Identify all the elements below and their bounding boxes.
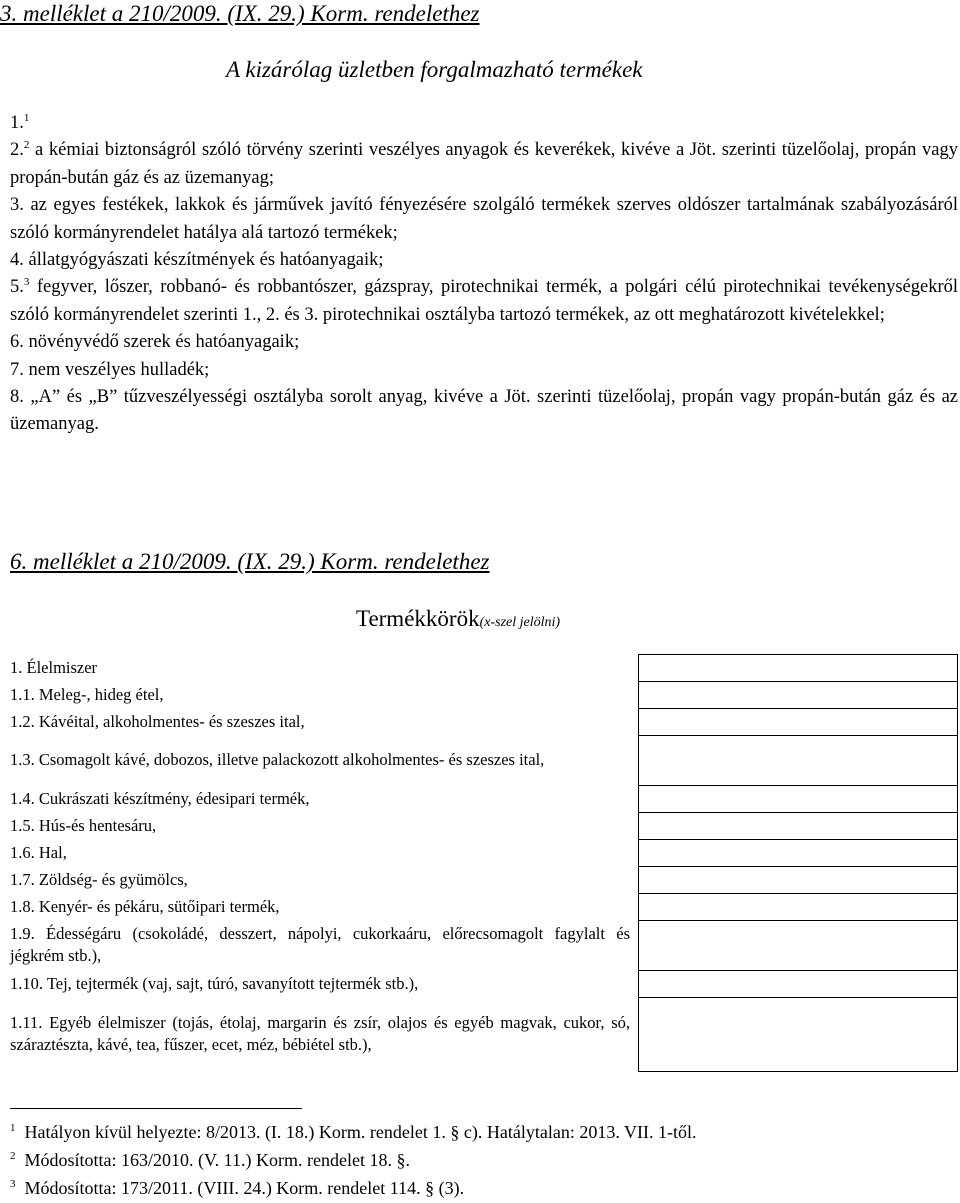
table-row xyxy=(10,654,630,681)
footnote-separator xyxy=(10,1108,302,1109)
table-row xyxy=(10,812,630,839)
category-checkbox[interactable] xyxy=(638,813,958,840)
list-item: 7. nem veszélyes hulladék; xyxy=(10,359,210,380)
footnote: $^3$ Módosította: 173/2011. (VIII. 24.) Korm. rendelet 114. § (3). xyxy=(10,1178,465,1198)
category-checkbox[interactable] xyxy=(638,709,958,736)
list-item: 5.$^3$ fegyver, lőszer, robbanó- és robbantószer, gázspray, pirotechnikai termék, a polgári célú pirotechnikai tevékenységekről szóló kormányrendelet szerinti 1., 2. és 3. pirotechnikai osztályba tartozó termékek, az ott meghatározott kivételekkel; xyxy=(10,276,958,325)
table-row xyxy=(10,735,630,785)
annex6-subtitle-main: Termékkörök xyxy=(356,606,480,631)
table-row xyxy=(10,866,630,893)
table-row xyxy=(10,839,630,866)
category-checkbox[interactable] xyxy=(638,736,958,786)
category-checkbox[interactable] xyxy=(638,998,958,1072)
category-label: 1.4. Cukrászati készítmény, édesipari termék, xyxy=(10,788,310,808)
category-label: 1.10. Tej, tejtermék (vaj, sajt, túró, savanyított tejtermék stb.), xyxy=(10,973,419,993)
category-label: 1.5. Hús-és hentesáru, xyxy=(10,815,157,835)
category-checkbox[interactable] xyxy=(638,654,958,682)
category-label: 1.3. Csomagolt kávé, dobozos, illetve palackozott alkoholmentes- és szeszes ital, xyxy=(10,750,545,769)
category-checkbox[interactable] xyxy=(638,867,958,894)
annex6-subtitle xyxy=(356,604,560,638)
list-item: 3. az egyes festékek, lakkok és járművek javító fényezésére szolgáló termékek szerves oldószer tartalmának szabályozásáról szóló kormányrendelet hatálya alá tartozó termékek; xyxy=(10,195,958,243)
table-row xyxy=(10,997,630,1071)
category-table xyxy=(10,654,630,1071)
footnote: $^1$ Hatályon kívül helyezte: 8/2013. (I. 18.) Korm. rendelet 1. § c). Hatálytalan: 2013. VII. 1-től. xyxy=(10,1122,697,1142)
table-row xyxy=(10,708,630,735)
category-checkbox[interactable] xyxy=(638,840,958,867)
list-item: 8. „A” és „B” tűzveszélyességi osztályba sorolt anyag, kivéve a Jöt. szerinti tüzelőolaj, propán vagy propán-bután gáz és az üzemanyag. xyxy=(10,387,958,435)
footnotes xyxy=(10,1118,697,1202)
annex3-title: 3. melléklet a 210/2009. (IX. 29.) Korm. rendelethez xyxy=(0,1,480,26)
category-checkbox[interactable] xyxy=(638,786,958,813)
category-label: 1.7. Zöldség- és gyümölcs, xyxy=(10,869,188,889)
category-label: 1.6. Hal, xyxy=(10,842,67,862)
annex6-subtitle-note: (x-szel jelölni) xyxy=(479,615,561,630)
list-item: 6. növényvédő szerek és hatóanyagaik; xyxy=(10,332,300,353)
category-checkbox[interactable] xyxy=(638,921,958,971)
category-label: 1.9. Édességáru (csokoládé, desszert, nápolyi, cukorkaáru, előrecsomagolt fagylalt és jégkrém stb.), xyxy=(10,924,630,965)
table-row xyxy=(10,970,630,997)
annex3-list xyxy=(10,110,958,439)
annex3-subtitle: A kizárólag üzletben forgalmazható termékek xyxy=(226,57,643,82)
list-item: 4. állatgyógyászati készítmények és hatóanyagaik; xyxy=(10,250,384,271)
category-label: 1. Élelmiszer xyxy=(10,657,98,677)
list-item: 2.$^2$ a kémiai biztonságról szóló törvény szerinti veszélyes anyagok és keverékek, kivéve a Jöt. szerinti tüzelőolaj, propán vagy propán-bután gáz és az üzemanyag; xyxy=(10,139,958,188)
category-checkbox[interactable] xyxy=(638,971,958,998)
checkbox-column xyxy=(638,654,958,1072)
category-checkbox[interactable] xyxy=(638,894,958,921)
table-row xyxy=(10,785,630,812)
footnote: $^2$ Módosította: 163/2010. (V. 11.) Korm. rendelet 18. §. xyxy=(10,1150,410,1170)
category-label: 1.11. Egyéb élelmiszer (tojás, étolaj, margarin és zsír, olajos és egyéb magvak, cukor, só, száraztészta, kávé, tea, fűszer, ecet, méz, bébiétel stb.), xyxy=(10,1013,630,1054)
category-label: 1.8. Kenyér- és pékáru, sütőipari termék, xyxy=(10,896,280,916)
category-label: 1.1. Meleg-, hideg étel, xyxy=(10,684,164,704)
list-item: 1.$^1$ xyxy=(10,111,30,133)
category-label: 1.2. Kávéital, alkoholmentes- és szeszes ital, xyxy=(10,711,305,731)
category-checkbox[interactable] xyxy=(638,682,958,709)
annex6-title: 6. melléklet a 210/2009. (IX. 29.) Korm. rendelethez xyxy=(10,549,490,574)
table-row xyxy=(10,893,630,920)
table-row xyxy=(10,920,630,970)
table-row xyxy=(10,681,630,708)
